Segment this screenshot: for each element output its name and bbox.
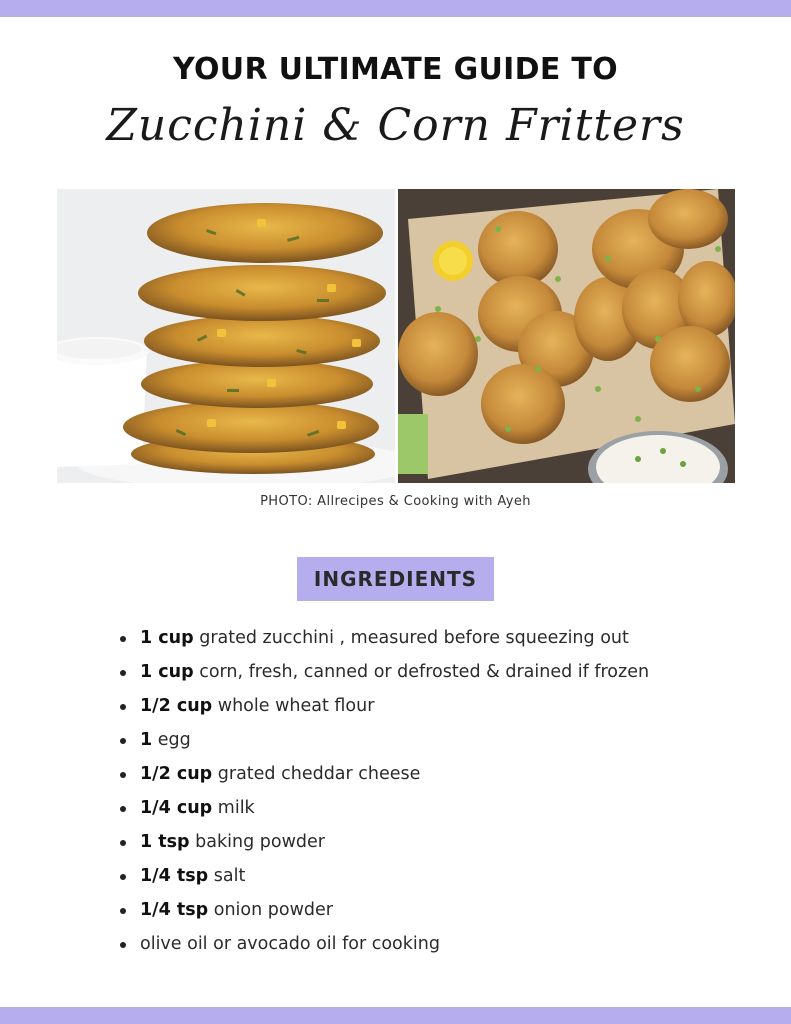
- ingredient-text: onion powder: [213, 900, 333, 920]
- ingredients-heading: INGREDIENTS: [313, 567, 478, 591]
- ingredient-text: salt: [213, 866, 246, 886]
- ingredient-qty: 1/4 tsp: [140, 900, 209, 920]
- ingredient-item: [118, 624, 738, 658]
- ingredient-qty: 1 tsp: [140, 832, 190, 852]
- ingredient-text: milk: [217, 798, 255, 818]
- ingredient-item: [118, 692, 738, 726]
- ingredients-list: [118, 624, 738, 964]
- recipe-name: Zucchini & Corn Fritters: [106, 100, 685, 151]
- ingredient-text: baking powder: [195, 832, 325, 852]
- ingredient-qty: 1 cup: [140, 662, 194, 682]
- ingredient-qty: 1/4 cup: [140, 798, 213, 818]
- fritters-on-board-photo: [398, 189, 735, 483]
- bottom-accent-band: [0, 1007, 791, 1024]
- ingredient-text: grated cheddar cheese: [217, 764, 421, 784]
- ingredient-item: [118, 828, 738, 862]
- top-accent-band: [0, 0, 791, 17]
- ingredient-text: grated zucchini , measured before squeezing out: [199, 628, 629, 648]
- ingredient-text: whole wheat flour: [217, 696, 375, 716]
- photo-credit: PHOTO: Allrecipes & Cooking with Ayeh: [260, 494, 531, 509]
- ingredients-heading-badge: [297, 557, 494, 601]
- ingredient-qty: 1 cup: [140, 628, 194, 648]
- ingredient-text: corn, fresh, canned or defrosted & drained if frozen: [199, 662, 650, 682]
- ingredient-qty: 1/2 cup: [140, 696, 213, 716]
- ingredient-item: [118, 760, 738, 794]
- ingredient-qty: 1: [140, 730, 153, 750]
- ingredient-text: olive oil or avocado oil for cooking: [140, 934, 440, 954]
- ingredient-item: [118, 794, 738, 828]
- ingredient-qty: 1/2 cup: [140, 764, 213, 784]
- page-title: YOUR ULTIMATE GUIDE TO: [173, 52, 618, 87]
- ingredient-item: [118, 896, 738, 930]
- ingredient-item: [118, 862, 738, 896]
- ingredient-text: egg: [157, 730, 191, 750]
- ingredient-item: [118, 726, 738, 760]
- ingredient-item: [118, 930, 738, 964]
- ingredient-item: [118, 658, 738, 692]
- ingredient-qty: 1/4 tsp: [140, 866, 209, 886]
- fritter-stack-photo: [57, 189, 395, 483]
